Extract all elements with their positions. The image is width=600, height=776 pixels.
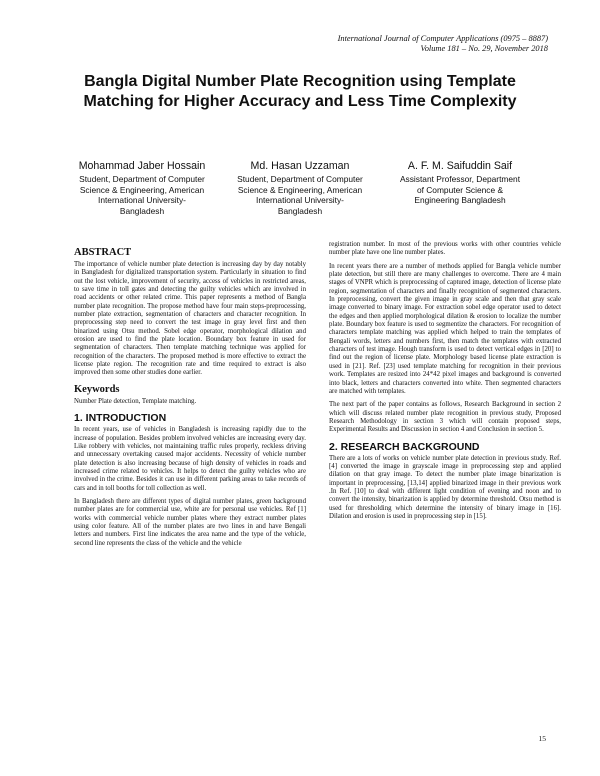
research-background-text: There are a lots of works on vehicle number plate detection in previous study. Ref. [4] converted the image in grayscale image in preprocessing step and applied dilation on that gray image. To detect the number plate image binarization is important in preprocessing, [13,14] applied binarized image in their previous work .In Ref. [10] to deal with different light condition of evening and noon and to convert the intensity, binarization is applied by determine threshold. Otsu method is used for thresholding which determine the intensity of binary image in [16]. Dilation and erosion is used in preprocessing step in [15]. [329,454,561,520]
author-affiliation-line: Student, Department of Computer [79,174,205,184]
introduction-heading: 1. INTRODUCTION [74,412,167,425]
author-affiliation-line: Bangladesh [119,205,165,216]
keywords-heading: Keywords [74,383,120,395]
author-2 [220,160,380,216]
paper-title: Bangla Digital Number Plate Recognition using Template Matching for Higher Accuracy and Less Time Complexity [83,73,517,110]
author-affiliation-line: of Computer Science & [416,184,504,195]
methods-paragraph: In recent years there are a number of methods applied for Bangla vehicle number plate detection, but still there are many challenges to overcome. There are 4 main stages of VNPR which is preprocessing of captured image, detection of license plate region, segmentation of characters and finally recognition of segmented characters. In preprocessing, convert the given image in gray scale and then that gray scale image converted to binary image. For extraction sobel edge operator used to detect the edges and then applied morphological dilation & erosion to localize the number plate. Boundary box feature is used to segmentize the characters. For recognition of characters template matching was applied which helped to train the templates of Bengali words, letters and numbers first, then match the templates with extracted characters of test image. Hough transform is used to detect vertical edges in [20] to find out the region of license plate. Morphology based license plate extraction is used in [21]. Ref. [23] used template matching for recognition in their previous work. Templates are resized into 24*42 pixel images and background is converted into black, letters and characters converted into white. Then segmented characters are matched with templates. [329,262,561,395]
author-affiliation-line: Bangladesh [277,205,323,216]
author-affiliation-line: International University- [98,195,186,206]
left-column [74,247,306,553]
introduction-paragraph: In Bangladesh there are different types of digital number plates, green background number plates are for commercial use, white are for personal use vehicles. Ref [1] works with commercial vehicle number plates where they extract number plates using color feature. All of the number plates are two lines in and have Bengali letters and numbers. First line indicates the area name and the type of the vehicle, second line represents the class of the vehicle and the vehicle [74,497,306,547]
author-affiliation-line: Science & Engineering, American [79,184,205,195]
continued-paragraph: registration number. In most of the previous works with other countries vehicle number plate have one line number plates. [329,241,561,257]
author-3 [380,160,540,206]
keywords-text: Number Plate detection, Template matching. [74,397,197,405]
author-affiliation-line: International University- [256,195,344,206]
author-block [62,160,552,228]
author-affiliation-line: Student, Department of Computer [237,174,363,184]
author-name: Md. Hasan Uzzaman [250,160,350,172]
outline-paragraph: The next part of the paper contains as follows, Research Background in section 2 which will discuss related number plate recognition in previous study, Proposed Research Methodology in section 3 which will contain proposed steps, Experimental Results and Discussion in section 4 and Conclusion in section 5. [329,401,561,434]
page-number: 15 [538,734,546,743]
research-background-heading: 2. RESEARCH BACKGROUND [329,440,480,453]
author-affiliation-line: Science & Engineering, American [237,184,363,195]
author-name: Mohammad Jaber Hossain [78,160,206,172]
abstract-heading: ABSTRACT [74,247,132,258]
author-affiliation-line: Assistant Professor, Department [399,174,521,184]
journal-header [338,34,548,54]
journal-name: International Journal of Computer Applications (0975 – 8887) [337,34,548,43]
introduction-paragraph: In recent years, use of vehicles in Bangladesh is increasing rapidly due to the increase of population. Besides problem involved vehicles are increasing every day. Like robbery with vehicles, not maintaining traffic rules properly, reckless driving and unnecessary overtaking caused major accidents. Necessity of vehicle number plate detection is also increasing because of high density of vehicles in roads and increased crime related to vehicles. It helps to detect the guilty vehicles who are involved in the crime. Besides it can use in different parking areas to take records of cars and in toll booths for toll collection as well. [74,426,306,492]
author-affiliation-line: Engineering Bangladesh [414,195,506,206]
abstract-text: The importance of vehicle number plate detection is increasing day by day notably in Bangladesh for digitalized transportation system. Particularly in situation to find out the lost vehicle, improvement of security, access of vehicles in restricted areas, to save time in toll gates and detecting the guilty vehicles which are involved in road accidents or other related crime. This paper represents a method of Bangla number plate recognition. The propose method have four main steps-preprocessing, number plate extraction, segmentation of characters and character recognition. In preprocessing step need to convert the test image in gray level first and then binarized using Otsu method. Sobel edge operator, morphological dilation and erosion are used to find the plate location. Boundary box feature in used for segmentation of characters. Then template matching technique was applied for recognition of the characters. The proposed method is more effective to extract the license plate region. The recognition rate and time required to extract is also improved then some other studies done earlier. [74,261,306,377]
journal-volume: Volume 181 – No. 29, November 2018 [420,44,548,53]
author-1 [62,160,222,216]
right-column [329,241,561,526]
author-name: A. F. M. Saifuddin Saif [407,160,513,172]
